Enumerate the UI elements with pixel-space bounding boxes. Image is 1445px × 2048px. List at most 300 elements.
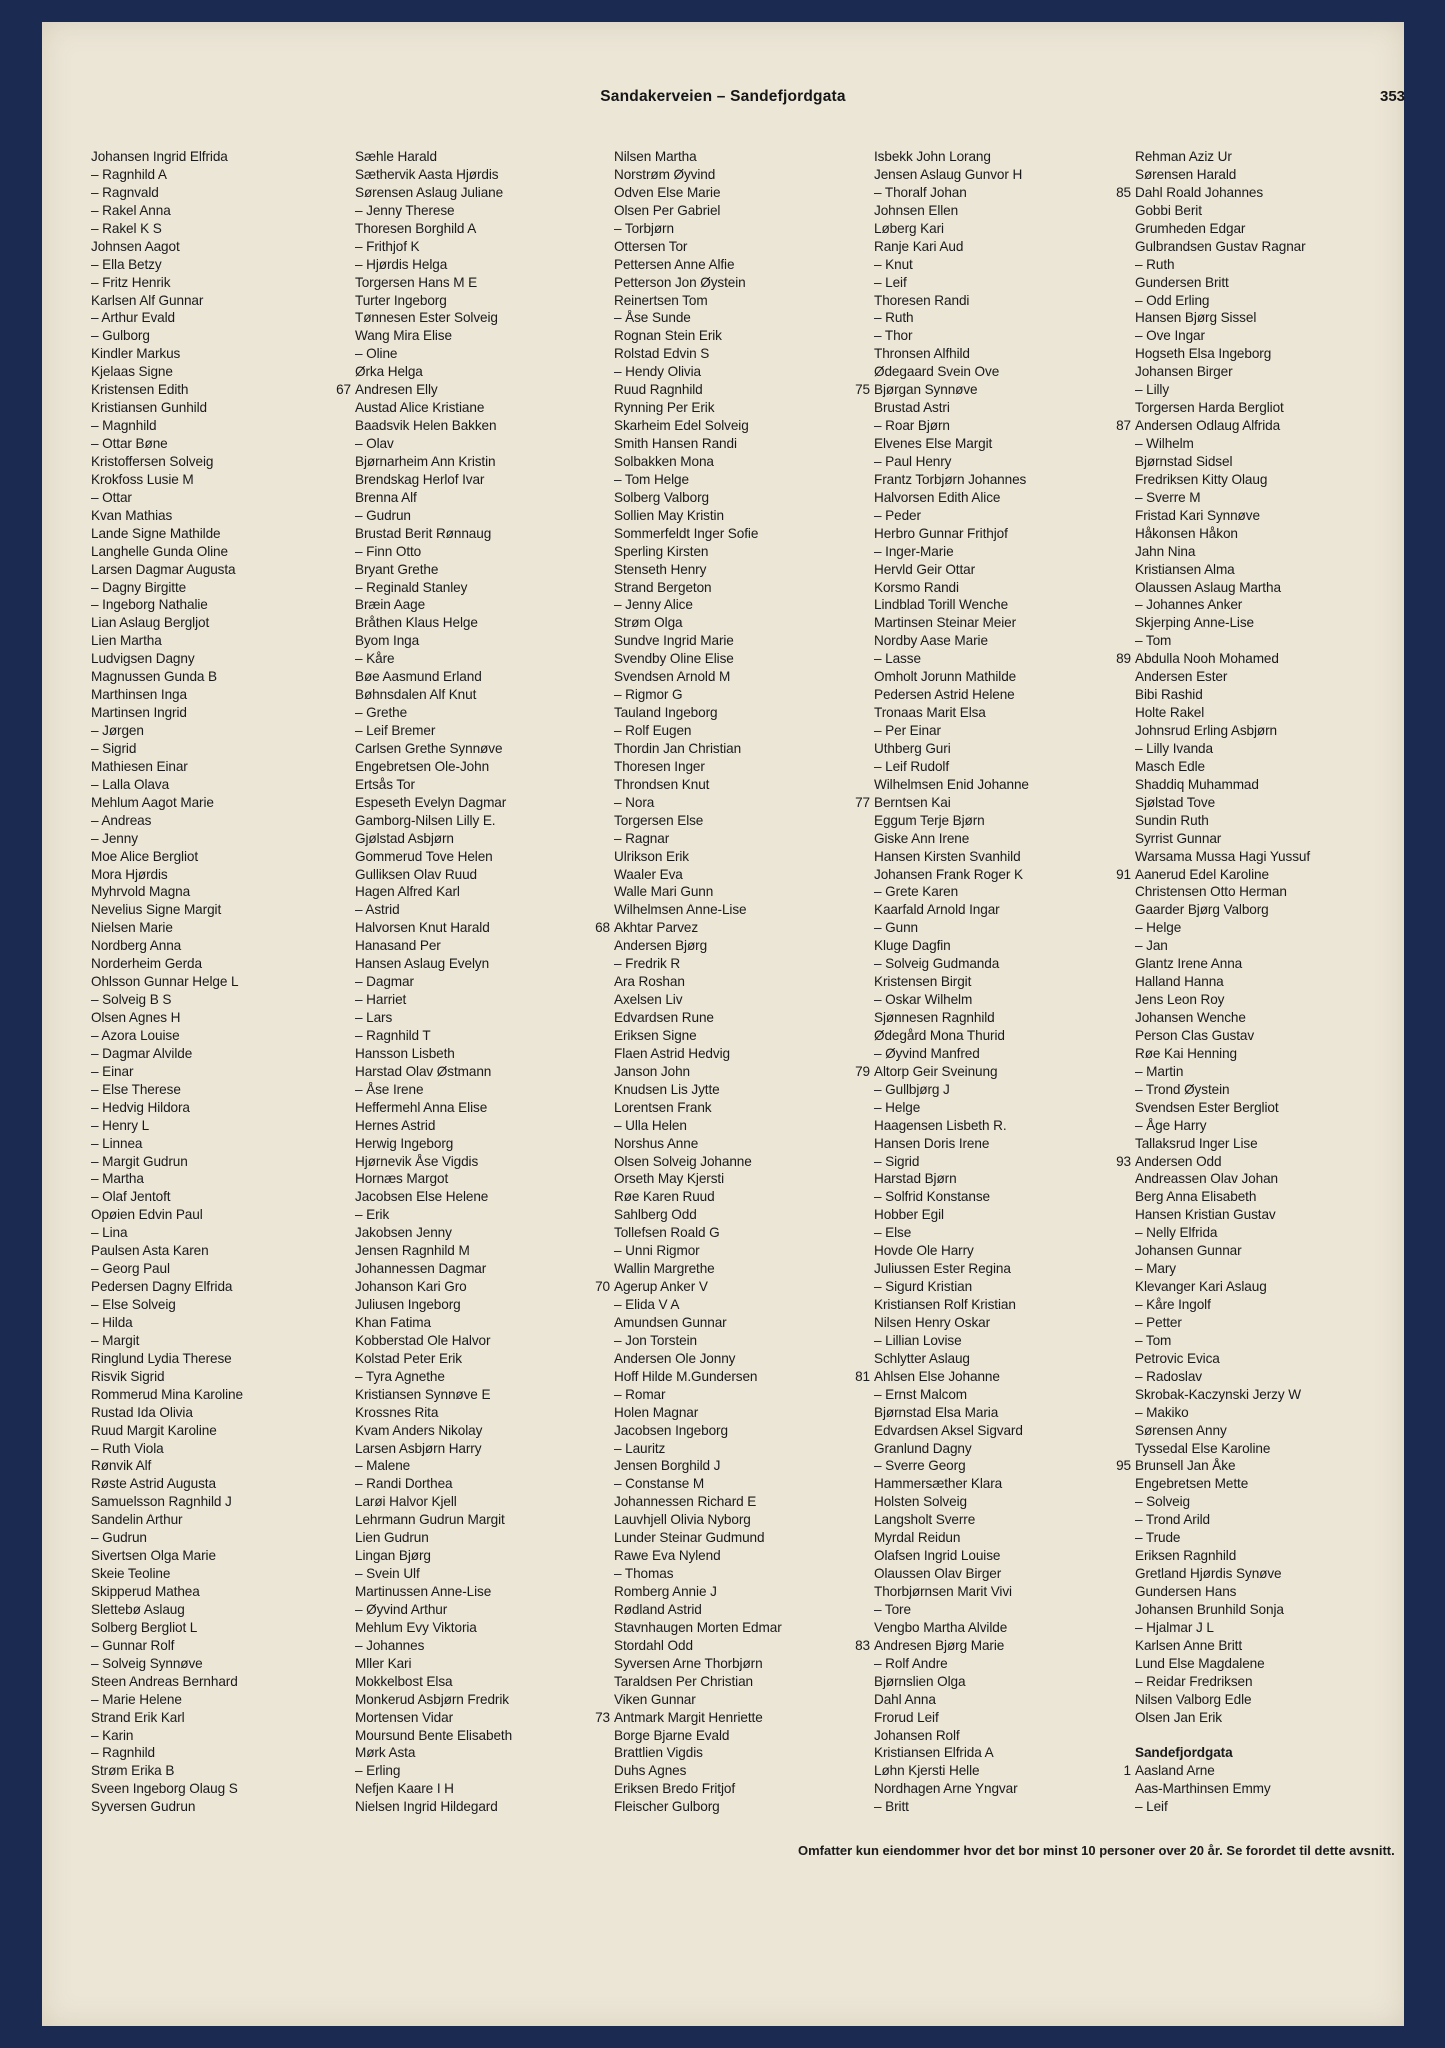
resident-name: Andresen Bjørg Marie [874, 1637, 1005, 1653]
resident-entry [355, 901, 605, 919]
resident-entry [874, 883, 1124, 901]
resident-name: Nielsen Ingrid Hildegard [355, 1799, 498, 1815]
resident-entry [595, 1278, 864, 1296]
resident-entry [91, 1099, 341, 1117]
resident-name: Byom Inga [355, 633, 420, 649]
resident-entry [874, 238, 1124, 256]
resident-entry [355, 991, 605, 1009]
resident-entry [91, 1081, 341, 1099]
resident-entry [614, 686, 864, 704]
resident-entry [91, 220, 341, 238]
resident-entry [614, 830, 864, 848]
resident-name: – Solveig Synnøve [91, 1655, 203, 1671]
resident-name: Lindblad Torill Wenche [874, 597, 1009, 613]
resident-entry [1135, 596, 1385, 614]
resident-name: Pedersen Dagny Elfrida [91, 1279, 233, 1295]
resident-entry [614, 740, 864, 758]
resident-name: Klevanger Kari Aslaug [1135, 1279, 1267, 1295]
resident-entry [874, 1762, 1124, 1780]
resident-entry [1135, 1601, 1385, 1619]
resident-name: – Dagny Birgitte [91, 579, 187, 595]
resident-entry [91, 1762, 341, 1780]
resident-entry [91, 1206, 341, 1224]
resident-entry [91, 1637, 341, 1655]
resident-name: Eriksen Ragnhild [1135, 1548, 1237, 1564]
resident-name: Janson John [614, 1063, 690, 1079]
resident-entry [614, 1691, 864, 1709]
resident-name: – Else [874, 1225, 912, 1241]
resident-name: Masch Edle [1135, 758, 1206, 774]
resident-name: – Åse Irene [355, 1081, 424, 1097]
resident-name: Uthberg Guri [874, 740, 951, 756]
resident-entry [614, 363, 864, 381]
resident-entry [1135, 1224, 1385, 1242]
resident-entry [614, 1081, 864, 1099]
resident-entry [1135, 1386, 1385, 1404]
resident-entry [355, 184, 605, 202]
resident-entry [614, 794, 864, 812]
resident-name: Norderheim Gerda [91, 956, 202, 972]
resident-name: – Karin [91, 1727, 134, 1743]
resident-entry [874, 1296, 1124, 1314]
resident-name: Rødland Astrid [614, 1601, 702, 1617]
resident-entry [1135, 1045, 1385, 1063]
resident-entry [91, 1242, 341, 1260]
resident-name: – Lars [355, 1010, 393, 1025]
resident-name: Ara Roshan [614, 974, 685, 990]
resident-entry [91, 1278, 341, 1296]
resident-name: Person Clas Gustav [1135, 1027, 1255, 1043]
house-number: 73 [595, 1709, 610, 1725]
resident-entry [91, 327, 341, 345]
resident-name: – Hendy Olivia [614, 364, 701, 380]
resident-entry [874, 327, 1124, 345]
resident-entry [1135, 1206, 1385, 1224]
resident-name: Dahl Anna [874, 1691, 936, 1707]
resident-name: Monkerud Asbjørn Fredrik [355, 1691, 509, 1707]
resident-name: – Martha [91, 1171, 144, 1187]
resident-entry [1135, 1404, 1385, 1422]
resident-entry [1135, 830, 1385, 848]
resident-entry [355, 596, 605, 614]
resident-name: Gundersen Hans [1135, 1584, 1237, 1599]
resident-entry [874, 471, 1124, 489]
resident-entry [1123, 1762, 1385, 1780]
resident-entry [355, 794, 605, 812]
resident-name: – Ruth [1135, 256, 1175, 272]
resident-name: Rolstad Edvin S [614, 346, 710, 362]
resident-name: Korsmo Randi [874, 579, 959, 595]
resident-name: – Ottar [91, 489, 132, 505]
resident-entry [614, 1601, 864, 1619]
resident-name: Mørk Asta [355, 1745, 416, 1761]
resident-entry [874, 274, 1124, 292]
resident-name: – Lina [91, 1225, 128, 1241]
resident-entry [874, 704, 1124, 722]
resident-entry [595, 919, 864, 937]
resident-name: Olsen Per Gabriel [614, 202, 721, 218]
resident-name: Hovde Ole Harry [874, 1243, 974, 1259]
resident-entry [874, 1081, 1124, 1099]
resident-name: – Thor [874, 328, 913, 344]
resident-name: Stordahl Odd [614, 1637, 693, 1653]
resident-entry [614, 1117, 864, 1135]
resident-name: Paulsen Asta Karen [91, 1243, 209, 1259]
resident-entry [614, 1368, 864, 1386]
resident-entry [1135, 238, 1385, 256]
resident-name: Svendsen Ester Bergliot [1135, 1099, 1279, 1115]
resident-name: Fristad Kari Synnøve [1135, 507, 1260, 523]
resident-name: Fleischer Gulborg [614, 1799, 720, 1815]
resident-name: Kobberstad Ole Halvor [355, 1332, 491, 1348]
resident-entry [614, 1206, 864, 1224]
resident-name: – Makiko [1135, 1404, 1189, 1420]
resident-entry [1135, 901, 1385, 919]
resident-entry [614, 776, 864, 794]
resident-name: Kvan Mathias [91, 507, 173, 523]
resident-entry [614, 1655, 864, 1673]
resident-name: – Gullbjørg J [874, 1081, 950, 1097]
resident-name: – Gudrun [91, 1530, 147, 1546]
resident-entry [874, 561, 1124, 579]
resident-name: – Ragnhild [91, 1745, 155, 1761]
resident-entry [614, 1673, 864, 1691]
resident-entry [91, 830, 341, 848]
resident-name: Sandefjordgata [1135, 1745, 1233, 1761]
resident-entry [614, 1637, 864, 1655]
resident-name: Langsholt Sverre [874, 1512, 976, 1528]
resident-entry [1135, 1135, 1385, 1153]
resident-name: Sørensen Aslaug Juliane [355, 184, 504, 200]
resident-name: – Solfrid Konstanse [874, 1189, 990, 1205]
resident-entry [355, 1565, 605, 1583]
resident-entry [1135, 274, 1385, 292]
house-number: 95 [1116, 1458, 1131, 1474]
resident-name: Brendskag Herlof Ivar [355, 471, 485, 487]
resident-entry [91, 901, 341, 919]
resident-name: – Rigmor G [614, 687, 683, 703]
resident-entry [1135, 1565, 1385, 1583]
resident-entry [355, 686, 605, 704]
resident-name: – Leif [874, 274, 907, 290]
resident-entry [355, 1242, 605, 1260]
resident-name: Larøi Halvor Kjell [355, 1494, 457, 1510]
resident-entry [91, 812, 341, 830]
resident-name: Ohlsson Gunnar Helge L [91, 974, 239, 990]
resident-name: – Tore [874, 1601, 911, 1617]
resident-entry [874, 220, 1124, 238]
resident-entry [614, 1350, 864, 1368]
resident-entry [874, 579, 1124, 597]
resident-name: Skarheim Edel Solveig [614, 418, 749, 434]
resident-entry [91, 596, 341, 614]
resident-name: – Andreas [91, 812, 152, 828]
resident-name: Frorud Leif [874, 1709, 939, 1725]
resident-entry [91, 292, 341, 310]
resident-entry [91, 1475, 341, 1493]
resident-entry [874, 937, 1124, 955]
resident-name: Solberg Valborg [614, 489, 709, 505]
house-number: 67 [336, 382, 351, 398]
resident-entry [1135, 1188, 1385, 1206]
resident-entry [874, 1350, 1124, 1368]
resident-name: – Dagmar Alvilde [91, 1045, 193, 1061]
resident-entry [1135, 292, 1385, 310]
resident-name: – Margit Gudrun [91, 1153, 188, 1169]
resident-entry [91, 973, 341, 991]
resident-entry [614, 955, 864, 973]
resident-entry [855, 794, 1124, 812]
resident-name: Sivertsen Olga Marie [91, 1548, 216, 1564]
resident-name: Martinsen Steinar Meier [874, 615, 1017, 631]
resident-entry [1135, 1081, 1385, 1099]
resident-entry [1135, 507, 1385, 525]
resident-entry [91, 866, 341, 884]
resident-entry [614, 1780, 864, 1798]
resident-entry [614, 991, 864, 1009]
resident-entry [355, 1493, 605, 1511]
resident-name: – Gunn [874, 920, 918, 936]
resident-entry [874, 596, 1124, 614]
resident-entry [91, 1314, 341, 1332]
resident-entry [1135, 1691, 1385, 1709]
resident-name: – Leif Bremer [355, 723, 436, 738]
resident-name: – Fritz Henrik [91, 274, 171, 290]
resident-entry [874, 686, 1124, 704]
resident-entry [874, 973, 1124, 991]
resident-name: Sæthervik Aasta Hjørdis [355, 166, 499, 182]
resident-entry [355, 1547, 605, 1565]
resident-entry [355, 345, 605, 363]
resident-entry [614, 1099, 864, 1117]
resident-entry [874, 1009, 1124, 1027]
directory-column-1 [91, 148, 341, 1816]
resident-entry [355, 1637, 605, 1655]
resident-name: Magnussen Gunda B [91, 669, 218, 685]
resident-entry [874, 1583, 1124, 1601]
resident-name: Mora Hjørdis [91, 866, 168, 882]
resident-name: Mortensen Vidar [355, 1709, 453, 1725]
resident-entry [614, 166, 864, 184]
resident-name: Strand Bergeton [614, 579, 712, 595]
resident-name: Kristiansen Synnøve E [355, 1386, 491, 1402]
resident-entry [874, 1332, 1124, 1350]
resident-entry [614, 1332, 864, 1350]
resident-name: – Azora Louise [91, 1027, 180, 1043]
resident-name: – Oskar Wilhelm [874, 992, 973, 1008]
resident-entry [874, 148, 1124, 166]
resident-entry [874, 1691, 1124, 1709]
resident-name: – Nelly Elfrida [1135, 1225, 1218, 1241]
resident-entry [874, 650, 1124, 668]
resident-name: Kvam Anders Nikolay [355, 1422, 483, 1438]
resident-entry [355, 1583, 605, 1601]
resident-entry [855, 1063, 1124, 1081]
resident-entry [874, 632, 1124, 650]
resident-entry [1135, 1655, 1385, 1673]
resident-name: – Elida V A [614, 1297, 680, 1312]
resident-name: Kristensen Edith [91, 382, 189, 398]
resident-name: Antmark Margit Henriette [614, 1709, 763, 1725]
resident-entry [614, 148, 864, 166]
resident-entry [1135, 1637, 1385, 1655]
resident-entry [614, 561, 864, 579]
resident-name: – Lauritz [614, 1440, 666, 1456]
resident-name: Ahlsen Else Johanne [874, 1368, 1000, 1384]
resident-entry [614, 184, 864, 202]
resident-entry [91, 1583, 341, 1601]
resident-name: – Trond Øystein [1135, 1081, 1230, 1097]
resident-name: Kristiansen Rolf Kristian [874, 1297, 1016, 1312]
resident-entry [1135, 435, 1385, 453]
resident-entry [614, 238, 864, 256]
resident-name: Slettebø Aslaug [91, 1601, 185, 1617]
resident-name: Bjørgan Synnøve [874, 382, 978, 398]
resident-name: Bræin Aage [355, 597, 426, 613]
resident-name: – Trond Arild [1135, 1512, 1211, 1528]
resident-entry [355, 327, 605, 345]
resident-name: Solbakken Mona [614, 453, 714, 469]
resident-entry [614, 327, 864, 345]
resident-entry [355, 1673, 605, 1691]
resident-name: Solberg Bergliot L [91, 1619, 198, 1635]
resident-entry [355, 937, 605, 955]
resident-name: Mehlum Evy Viktoria [355, 1619, 477, 1635]
resident-entry [1135, 1170, 1385, 1188]
resident-name: Taraldsen Per Christian [614, 1673, 753, 1689]
resident-entry [355, 1081, 605, 1099]
resident-entry [614, 1009, 864, 1027]
resident-name: – Tom [1135, 1332, 1172, 1348]
resident-entry [614, 758, 864, 776]
resident-name: Karlsen Anne Britt [1135, 1637, 1243, 1653]
house-number: 93 [1116, 1153, 1131, 1169]
resident-entry [1135, 1583, 1385, 1601]
resident-entry [91, 776, 341, 794]
resident-name: Johannessen Richard E [614, 1494, 757, 1510]
resident-name: Halvorsen Knut Harald [355, 920, 490, 936]
resident-entry [874, 489, 1124, 507]
resident-entry [1135, 1475, 1385, 1493]
resident-entry [91, 363, 341, 381]
directory-column-2 [336, 148, 605, 1816]
resident-entry [874, 202, 1124, 220]
resident-entry [91, 1260, 341, 1278]
resident-entry [355, 399, 605, 417]
resident-name: Kristensen Birgit [874, 974, 972, 990]
resident-entry [91, 489, 341, 507]
resident-entry [355, 919, 605, 937]
resident-name: – Tom [1135, 633, 1172, 649]
resident-name: – Ingeborg Nathalie [91, 597, 208, 613]
resident-name: Edvardsen Aksel Sigvard [874, 1422, 1023, 1438]
resident-entry [614, 1727, 864, 1745]
resident-entry [614, 668, 864, 686]
resident-name: Hobber Egil [874, 1207, 944, 1223]
resident-entry [355, 1780, 605, 1798]
resident-name: Johansen Rolf [874, 1727, 960, 1743]
resident-name: – Jenny Alice [614, 597, 693, 613]
resident-entry [91, 417, 341, 435]
resident-entry [1135, 955, 1385, 973]
resident-name: – Ragnhild A [91, 166, 167, 182]
resident-name: Nielsen Marie [91, 920, 173, 936]
resident-entry [614, 453, 864, 471]
resident-entry [874, 1224, 1124, 1242]
resident-name: – Solveig Gudmanda [874, 956, 1000, 972]
resident-name: – Svein Ulf [355, 1566, 420, 1582]
resident-entry [614, 937, 864, 955]
resident-name: Axelsen Liv [614, 992, 683, 1008]
resident-name: Krossnes Rita [355, 1404, 439, 1420]
resident-entry [874, 1260, 1124, 1278]
resident-entry [1135, 202, 1385, 220]
resident-name: – Magnhild [91, 418, 157, 434]
resident-entry [91, 1727, 341, 1745]
resident-entry [874, 1673, 1124, 1691]
resident-entry [614, 507, 864, 525]
resident-name: Sjønnesen Ragnhild [874, 1010, 995, 1025]
resident-entry [614, 650, 864, 668]
resident-entry [1135, 794, 1385, 812]
resident-name: Hansen Doris Irene [874, 1135, 990, 1151]
resident-name: – Georg Paul [91, 1261, 170, 1277]
resident-name: Smith Hansen Randi [614, 436, 737, 451]
resident-entry [1116, 1457, 1385, 1475]
resident-name: Stenseth Henry [614, 561, 707, 577]
resident-entry [614, 722, 864, 740]
resident-entry [91, 453, 341, 471]
resident-name: Gjølstad Asbjørn [355, 830, 454, 846]
resident-entry [91, 1798, 341, 1816]
resident-entry [1135, 148, 1385, 166]
resident-name: Skeie Teoline [91, 1566, 171, 1582]
resident-name: Jacobsen Else Helene [355, 1189, 489, 1205]
resident-entry [355, 1350, 605, 1368]
resident-entry [614, 543, 864, 561]
resident-name: – Else Solveig [91, 1297, 176, 1312]
resident-name: – Sigrid [874, 1153, 920, 1169]
resident-entry [91, 1368, 341, 1386]
resident-name: Johnsen Ellen [874, 202, 959, 218]
resident-name: Harstad Bjørn [874, 1171, 957, 1187]
resident-entry [91, 1188, 341, 1206]
resident-entry [355, 1529, 605, 1547]
resident-entry [874, 919, 1124, 937]
resident-entry [355, 758, 605, 776]
resident-name: Ulrikson Erik [614, 848, 689, 864]
resident-name: Elvenes Else Margit [874, 436, 993, 451]
resident-name: – Grete Karen [874, 884, 959, 900]
resident-entry [355, 1009, 605, 1027]
resident-name: Rognan Stein Erik [614, 328, 722, 344]
resident-entry [614, 202, 864, 220]
resident-name: Marthinsen Inga [91, 687, 187, 703]
page-number: 353 [1380, 88, 1406, 105]
resident-entry [1135, 1619, 1385, 1637]
resident-entry [874, 417, 1124, 435]
resident-name: Sperling Kirsten [614, 543, 709, 559]
resident-name: – Gunnar Rolf [91, 1637, 175, 1653]
resident-entry [874, 1117, 1124, 1135]
resident-entry [614, 1188, 864, 1206]
resident-name: Mathiesen Einar [91, 758, 188, 774]
resident-entry [91, 381, 341, 399]
resident-name: Ertsås Tor [355, 776, 415, 792]
street-heading [1135, 1744, 1385, 1762]
resident-entry [1135, 614, 1385, 632]
resident-name: Abdulla Nooh Mohamed [1135, 651, 1279, 667]
